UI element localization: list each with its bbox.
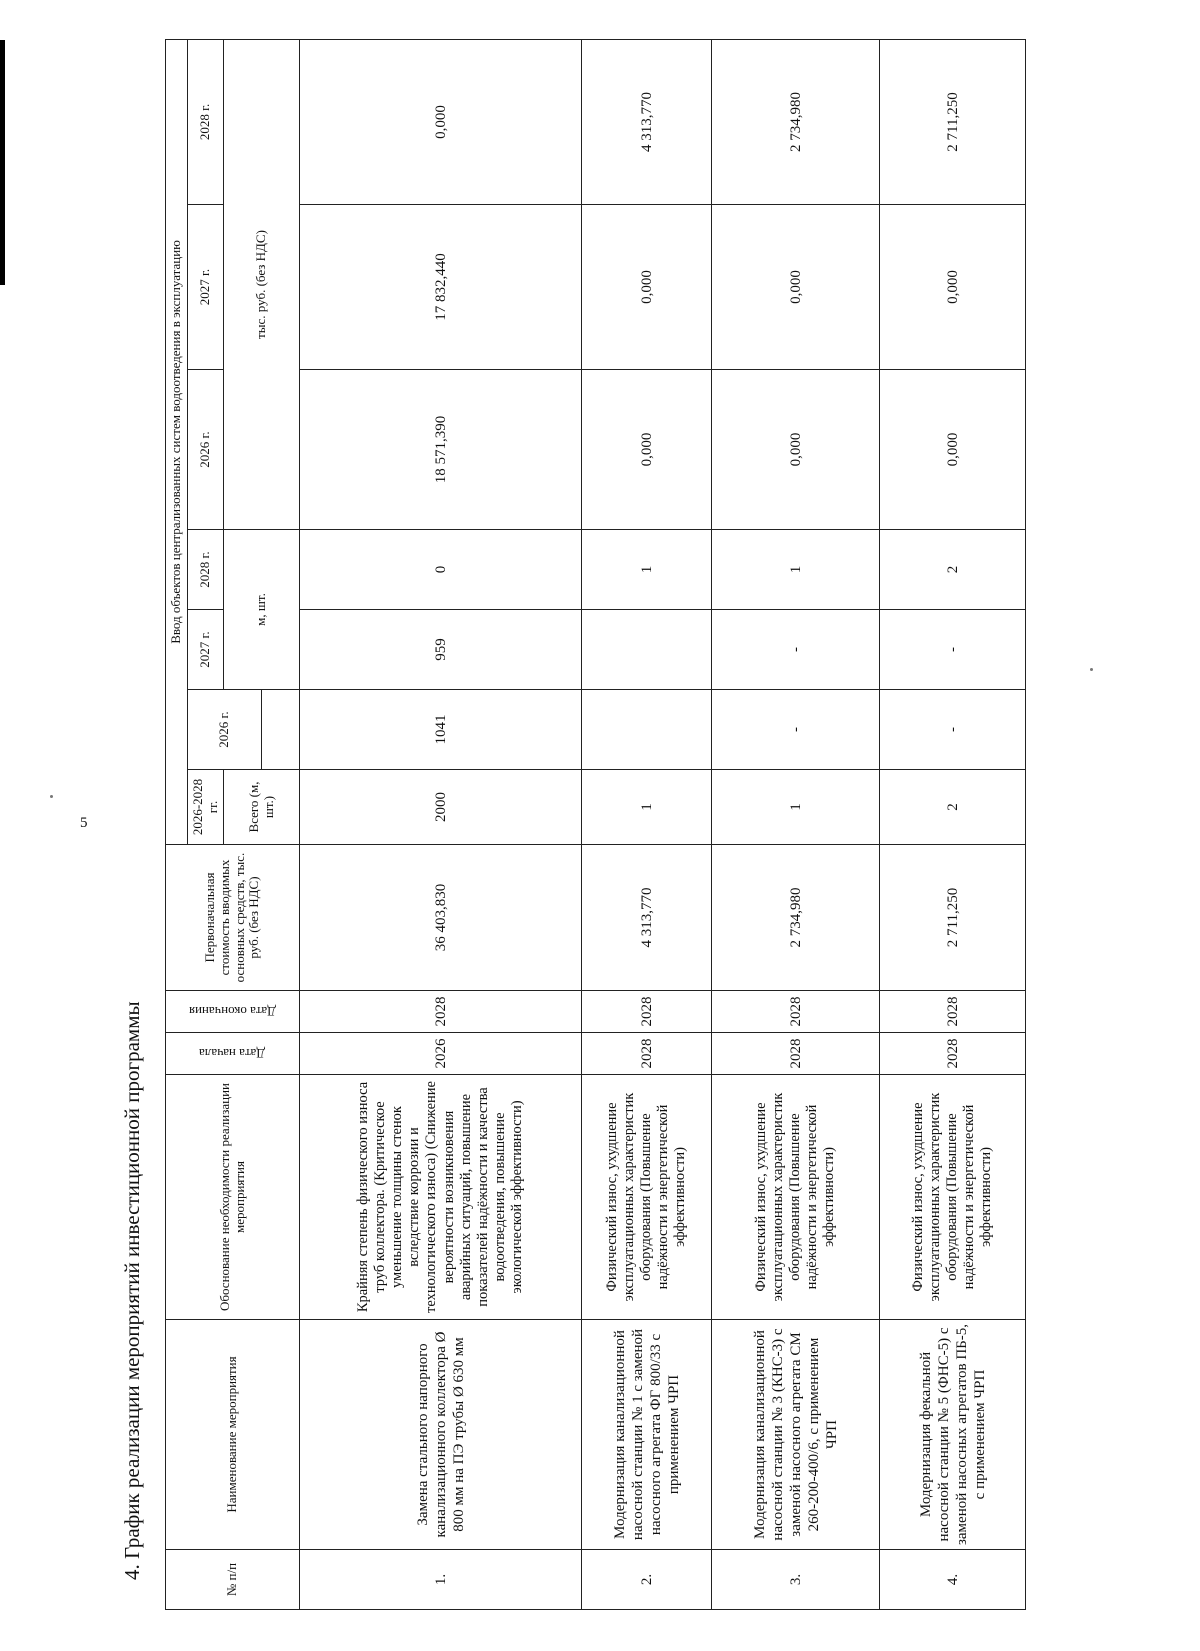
- header-2027-cost: 2027 г.: [188, 205, 224, 370]
- row-qty-2027: 959: [300, 610, 582, 690]
- row-cost: 2 711,250: [880, 845, 1026, 991]
- row-qty-2028: 1: [582, 530, 712, 610]
- row-qty-2027: -: [880, 610, 1026, 690]
- row-end: 2028: [880, 991, 1026, 1033]
- scan-speck: [50, 795, 53, 798]
- row-qty-2027: -: [712, 610, 880, 690]
- row-start: 2028: [880, 1033, 1026, 1075]
- row-qty-2028: 0: [300, 530, 582, 610]
- row-total: 2: [880, 770, 1026, 845]
- row-reason: Физический износ, ухудшение эксплуатационных характеристик оборудования (Повышение надёжности и энергетической эффективности): [880, 1075, 1026, 1320]
- row-qty-2026: 1041: [300, 690, 582, 770]
- row-reason: Физический износ, ухудшение эксплуатационных характеристик оборудования (Повышение надёжности и энергетической эффективности): [582, 1075, 712, 1320]
- investment-schedule-table: [165, 39, 1026, 1610]
- row-total: 1: [712, 770, 880, 845]
- header-unit-money: тыс. руб. (без НДС): [224, 39, 300, 529]
- scan-speck: [1090, 668, 1093, 671]
- row-num: 3.: [712, 1550, 880, 1610]
- header-start: [166, 1033, 300, 1075]
- header-cost: Первоначальная стоимость вводимых основных средств, тыс. руб. (без НДС): [166, 845, 300, 991]
- header-2028-qty: 2028 г.: [188, 530, 224, 610]
- header-period: 2026-2028 гг.: [188, 770, 224, 845]
- row-end: 2028: [582, 991, 712, 1033]
- row-cost-2027: 17 832,440: [300, 205, 582, 370]
- page-number: 5: [80, 815, 88, 831]
- table-row: [300, 39, 582, 1609]
- row-name: Модернизация канализационной насосной станции № 3 (КНС-3) с заменой насосного агрегата СМ 260-200-400/6, с применением ЧРП: [712, 1320, 880, 1550]
- row-cost-2028: 0,000: [300, 39, 582, 204]
- row-cost: 36 403,830: [300, 845, 582, 991]
- row-cost: 4 313,770: [582, 845, 712, 991]
- row-num: 4.: [880, 1550, 1026, 1610]
- header-num: № п/п: [166, 1550, 300, 1610]
- row-total: 1: [582, 770, 712, 845]
- row-end: 2028: [300, 991, 582, 1033]
- row-cost-2027: 0,000: [712, 205, 880, 370]
- row-cost-2026: 18 571,390: [300, 370, 582, 530]
- row-cost-2027: 0,000: [582, 205, 712, 370]
- row-qty-2026: -: [712, 690, 880, 770]
- header-reason: Обоснование необходимости реализации мероприятия: [166, 1075, 300, 1320]
- header-name: Наименование мероприятия: [166, 1320, 300, 1550]
- row-reason: Физический износ, ухудшение эксплуатационных характеристик оборудования (Повышение надёжности и энергетической эффективности): [712, 1075, 880, 1320]
- header-2026-qty: 2026 г.: [188, 690, 262, 770]
- row-start: 2028: [582, 1033, 712, 1075]
- row-cost-2028: 4 313,770: [582, 39, 712, 204]
- header-end: [166, 991, 300, 1033]
- row-qty-2028: 1: [712, 530, 880, 610]
- header-2026-qty-spacer: [262, 690, 300, 770]
- header-2027-qty: 2027 г.: [188, 610, 224, 690]
- header-commissioning: Ввод объектов централизованных систем водоотведения в эксплуатацию: [166, 39, 188, 844]
- row-qty-2026: [582, 690, 712, 770]
- row-name: Модернизация канализационной насосной станции № 1 с заменой насосного агрегата ФГ 800/33 с применением ЧРП: [582, 1320, 712, 1550]
- row-cost-2027: 0,000: [880, 205, 1026, 370]
- header-total: Всего (м, шт.): [224, 770, 300, 845]
- row-qty-2028: 2: [880, 530, 1026, 610]
- row-reason: Крайняя степень физического износа труб коллектора. (Критическое уменьшение толщины стенок вследствие коррозии и технологического износа) (Снижение вероятности возникновения аварийных ситуаций, повышение показателей надёжности и качества водоотведения, повышение экологической эффективности): [300, 1075, 582, 1320]
- investment-schedule-table-wrapper: [165, 40, 1025, 1610]
- row-qty-2027: [582, 610, 712, 690]
- table-row: [880, 39, 1026, 1609]
- row-start: 2026: [300, 1033, 582, 1075]
- row-num: 2.: [582, 1550, 712, 1610]
- header-2028-cost: 2028 г.: [188, 39, 224, 204]
- row-cost-2026: 0,000: [582, 370, 712, 530]
- row-name: Замена стального напорного канализационного коллектора Ø 800 мм на ПЭ трубы Ø 630 мм: [300, 1320, 582, 1550]
- header-2026-cost: 2026 г.: [188, 370, 224, 530]
- row-cost: 2 734,980: [712, 845, 880, 991]
- scan-edge-mark: [0, 40, 5, 285]
- header-start-label: Дата начала: [199, 1046, 266, 1062]
- row-cost-2028: 2 734,980: [712, 39, 880, 204]
- header-end-label: Дата окончания: [189, 1004, 276, 1020]
- header-unit-qty: м, шт.: [224, 530, 300, 690]
- document-title: 4. График реализации мероприятий инвестиционной программы: [120, 1001, 144, 1580]
- row-start: 2028: [712, 1033, 880, 1075]
- row-cost-2026: 0,000: [712, 370, 880, 530]
- row-end: 2028: [712, 991, 880, 1033]
- table-row: [582, 39, 712, 1609]
- row-total: 2000: [300, 770, 582, 845]
- row-num: 1.: [300, 1550, 582, 1610]
- row-cost-2026: 0,000: [880, 370, 1026, 530]
- table-row: [712, 39, 880, 1609]
- row-qty-2026: -: [880, 690, 1026, 770]
- row-name: Модернизация фекальной насосной станции № 5 (ФНС-5) с заменой насосных агрегатов ПБ-5, с применением ЧРП: [880, 1320, 1026, 1550]
- row-cost-2028: 2 711,250: [880, 39, 1026, 204]
